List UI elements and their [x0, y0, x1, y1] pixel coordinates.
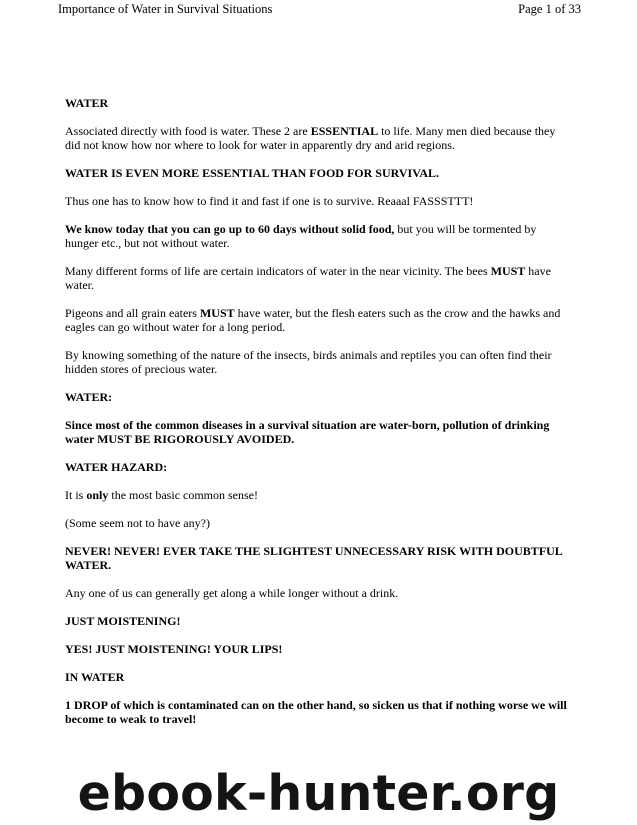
document-title: Importance of Water in Survival Situations — [58, 2, 273, 16]
paragraph-4-rest: but you will be tormented by hunger etc., but not without water. — [65, 222, 537, 250]
paragraph-1-text: Associated directly with food is water. These 2 are — [65, 124, 308, 138]
paragraph-9 — [65, 488, 571, 502]
paragraph-8: Since most of the common diseases in a survival situation are water-born, pollution of drinking water MUST BE RIGOROUSLY AVOIDED. — [65, 418, 550, 446]
paragraph-6-text: Pigeons and all grain eaters — [65, 306, 197, 320]
page-header — [58, 0, 581, 18]
paragraph-1 — [65, 124, 571, 152]
heading-water: WATER — [65, 96, 109, 110]
paragraph-6-rest: have water, but the flesh eaters such as the crow and the hawks and eagles can go without water for a long period. — [65, 306, 561, 334]
paragraph-9-rest: the most basic common sense! — [111, 488, 258, 502]
paragraph-5 — [65, 264, 571, 292]
watermark: ebook-hunter.org — [77, 765, 560, 822]
paragraph-16: 1 DROP of which is contaminated can on the other hand, so sicken us that if nothing worse we will become to weak to travel! — [65, 698, 567, 726]
heading-water-hazard: WATER HAZARD: — [65, 460, 168, 474]
paragraph-12: Any one of us can generally get along a while longer without a drink. — [65, 586, 399, 600]
paragraph-10: (Some seem not to have any?) — [65, 516, 210, 530]
paragraph-11: NEVER! NEVER! EVER TAKE THE SLIGHTEST UNNECESSARY RISK WITH DOUBTFUL WATER. — [65, 544, 563, 572]
paragraph-4 — [65, 222, 571, 250]
page-indicator: Page 1 of 33 — [518, 2, 581, 16]
paragraph-13: JUST MOISTENING! — [65, 614, 181, 628]
paragraph-15: IN WATER — [65, 670, 125, 684]
paragraph-5-text: Many different forms of life are certain indicators of water in the near vicinity. The bees — [65, 264, 488, 278]
paragraph-7: By knowing something of the nature of the insects, birds animals and reptiles you can often find their hidden stores of precious water. — [65, 348, 552, 376]
paragraph-4-emphasis: We know today that you can go up to 60 days without solid food, — [65, 222, 395, 236]
paragraph-5-emphasis: MUST — [490, 264, 526, 278]
paragraph-1-rest: to life. Many men died because they did not know how nor where to look for water in apparently dry and arid regions. — [65, 124, 556, 152]
paragraph-6 — [65, 306, 571, 334]
paragraph-9-text: It is — [65, 488, 84, 502]
paragraph-9-emphasis: only — [86, 488, 109, 502]
paragraph-5-rest: have water. — [65, 264, 551, 292]
paragraph-14: YES! JUST MOISTENING! YOUR LIPS! — [65, 642, 283, 656]
paragraph-1-emphasis: ESSENTIAL — [310, 124, 379, 138]
paragraph-3: Thus one has to know how to find it and fast if one is to survive. Reaaal FASSSTTT! — [65, 194, 474, 208]
heading-water-2: WATER: — [65, 390, 113, 404]
paragraph-6-emphasis: MUST — [199, 306, 235, 320]
paragraph-2: WATER IS EVEN MORE ESSENTIAL THAN FOOD FOR SURVIVAL. — [65, 166, 439, 180]
document-body — [65, 96, 571, 740]
